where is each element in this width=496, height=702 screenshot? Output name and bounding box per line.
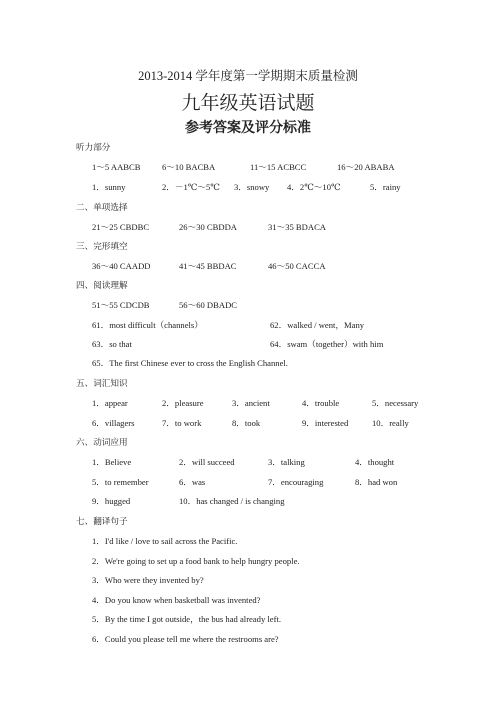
- answer-cell: 9．interested: [302, 418, 349, 428]
- answer-cell: 11～15 ACBCC: [250, 162, 307, 172]
- answer-cell: 5．rainy: [370, 182, 401, 192]
- title-line-3: 参考答案及评分标准: [185, 121, 311, 136]
- answer-cell: 56～60 DBADC: [179, 300, 238, 310]
- answer-cell: 36～40 CAADD: [92, 261, 151, 271]
- answer-cell: 46～50 CACCA: [268, 261, 326, 271]
- translation-item: 3．Who were they invented by?: [92, 575, 204, 585]
- answer-cell: 2．－1℃～5℃: [162, 182, 220, 192]
- answer-cell: 8．had won: [355, 477, 398, 487]
- answer-cell: 1～5 AABCB: [92, 162, 141, 172]
- answer-cell: 10．has changed / is changing: [179, 496, 285, 506]
- answer-cell: 64．swam（together）with him: [270, 339, 384, 349]
- answer-cell: 1．appear: [92, 398, 128, 408]
- answer-cell: 63．so that: [92, 339, 132, 349]
- answer-cell: 6～10 BACBA: [162, 162, 216, 172]
- answer-sentence: 65．The first Chinese ever to cross the English Channel.: [92, 358, 288, 368]
- answer-cell: 4．trouble: [302, 398, 340, 408]
- section-heading-cloze: 三、完形填空: [76, 241, 128, 251]
- answer-cell: 6．villagers: [92, 418, 135, 428]
- answer-cell: 1．sunny: [92, 182, 126, 192]
- section-heading-reading: 四、阅读理解: [76, 280, 128, 290]
- answer-cell: 1．Believe: [92, 457, 132, 467]
- answer-cell: 6．was: [179, 477, 206, 487]
- answer-cell: 5．necessary: [372, 398, 419, 408]
- translation-item: 2．We're going to set up a food bank to help hungry people.: [92, 556, 300, 566]
- answer-cell: 8．took: [232, 418, 261, 428]
- translation-item: 6．Could you please tell me where the restrooms are?: [92, 634, 279, 644]
- answer-cell: 21～25 CBDBC: [92, 222, 150, 232]
- answer-cell: 2．will succeed: [179, 457, 235, 467]
- translation-item: 1．I'd like / love to sail across the Pacific.: [92, 536, 238, 546]
- answer-cell: 61．most difficult（channels）: [92, 320, 203, 330]
- title-line-2: 九年级英语试题: [181, 93, 315, 114]
- answer-cell: 26～30 CBDDA: [179, 222, 238, 232]
- answer-cell: 3．talking: [268, 457, 305, 467]
- answer-cell: 62．walked / went，Many: [270, 320, 365, 330]
- section-heading-listening: 听力部分: [76, 142, 111, 152]
- answer-cell: 31～35 BDACA: [268, 222, 327, 232]
- answer-cell: 4．2℃～10℃: [287, 182, 341, 192]
- section-heading-translation: 七、翻译句子: [76, 516, 128, 526]
- section-heading-verbs: 六、动词应用: [76, 437, 128, 447]
- answer-cell: 9．hugged: [92, 496, 131, 506]
- answer-cell: 4．thought: [355, 457, 395, 467]
- answer-cell: 7．encouraging: [268, 477, 324, 487]
- answer-cell: 3．ancient: [232, 398, 270, 408]
- title-line-1: 2013-2014 学年度第一学期期末质量检测: [138, 69, 358, 83]
- section-heading-vocabulary: 五、词汇知识: [76, 378, 128, 388]
- answer-cell: 2．pleasure: [162, 398, 204, 408]
- answer-cell: 7．to work: [162, 418, 202, 428]
- answer-cell: 10．really: [372, 418, 409, 428]
- answer-cell: 5．to remember: [92, 477, 149, 487]
- translation-item: 4．Do you know when basketball was invented?: [92, 595, 261, 605]
- answer-cell: 16～20 ABABA: [337, 162, 395, 172]
- translation-item: 5．By the time I got outside，the bus had already left.: [92, 614, 282, 624]
- answer-cell: 41～45 BBDAC: [179, 261, 237, 271]
- answer-cell: 51～55 CDCDB: [92, 300, 150, 310]
- answer-cell: 3．snowy: [234, 182, 270, 192]
- section-heading-single-choice: 二、单项选择: [76, 202, 128, 212]
